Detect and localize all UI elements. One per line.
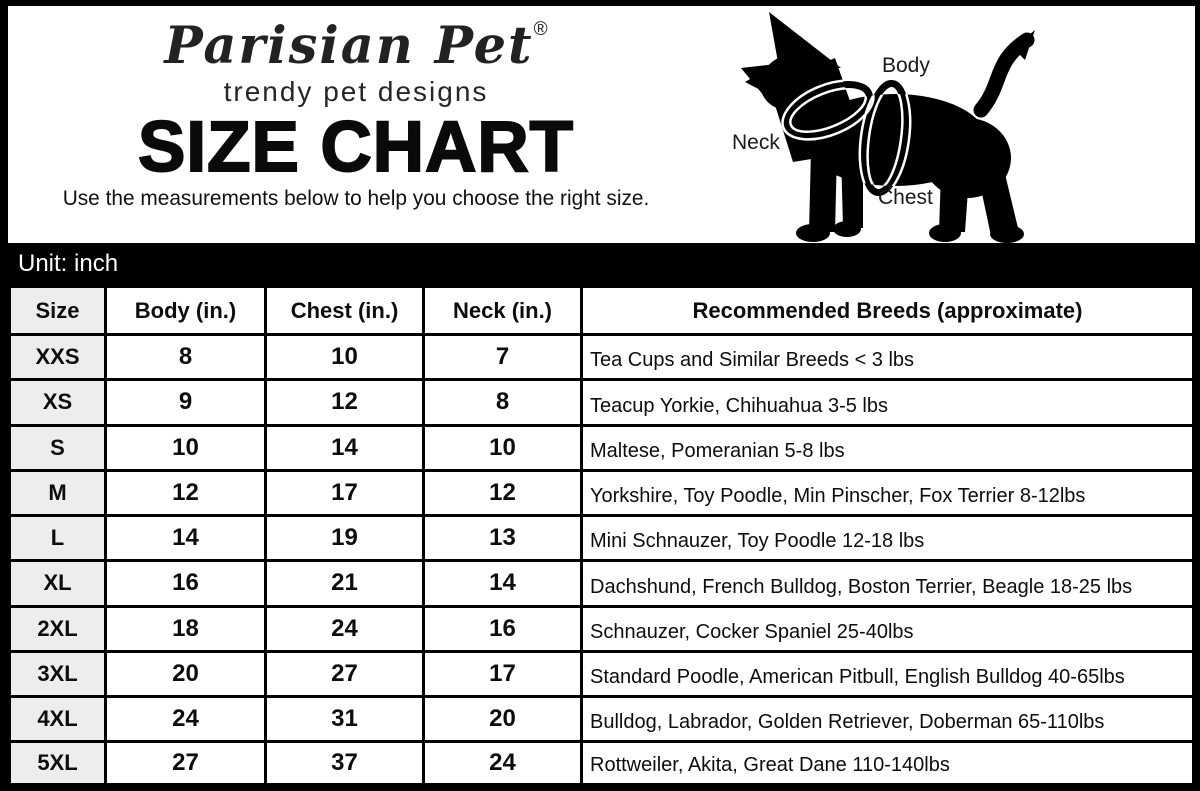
chest-cell: 10 <box>266 335 424 380</box>
table-row <box>10 470 1194 515</box>
breeds-cell: Bulldog, Labrador, Golden Retriever, Doberman 65-110lbs <box>582 697 1194 742</box>
chest-cell: 14 <box>266 425 424 470</box>
body-cell: 20 <box>106 651 266 696</box>
chest-cell: 37 <box>266 742 424 787</box>
table-row <box>10 425 1194 470</box>
chest-cell: 27 <box>266 651 424 696</box>
neck-cell: 12 <box>424 470 582 515</box>
body-cell: 14 <box>106 516 266 561</box>
breeds-cell: Tea Cups and Similar Breeds < 3 lbs <box>582 335 1194 380</box>
body-cell: 9 <box>106 380 266 425</box>
header-row <box>10 287 1194 335</box>
table-row <box>10 606 1194 651</box>
table-row <box>10 335 1194 380</box>
size-table-header <box>10 287 1194 335</box>
size-table-body <box>10 335 1194 788</box>
neck-cell: 13 <box>424 516 582 561</box>
size-table <box>8 285 1195 791</box>
table-row <box>10 697 1194 742</box>
body-cell: 16 <box>106 561 266 606</box>
dog-measurement-diagram <box>730 10 1040 243</box>
breeds-cell: Yorkshire, Toy Poodle, Min Pinscher, Fox Terrier 8-12lbs <box>582 470 1194 515</box>
column-header-breeds: Recommended Breeds (approximate) <box>582 287 1194 335</box>
page-subtitle: Use the measurements below to help you choose the right size. <box>62 186 650 211</box>
size-cell: XL <box>10 561 106 606</box>
size-chart-page <box>8 6 1195 791</box>
size-cell: M <box>10 470 106 515</box>
neck-measurement-label: Neck <box>732 131 780 154</box>
table-row <box>10 561 1194 606</box>
size-cell: 4XL <box>10 697 106 742</box>
chest-cell: 12 <box>266 380 424 425</box>
body-cell: 12 <box>106 470 266 515</box>
brand-name: Parisian Pet <box>164 16 534 76</box>
size-cell: XS <box>10 380 106 425</box>
neck-cell: 14 <box>424 561 582 606</box>
neck-cell: 24 <box>424 742 582 787</box>
size-cell: S <box>10 425 106 470</box>
breeds-cell: Standard Poodle, American Pitbull, English Bulldog 40-65lbs <box>582 651 1194 696</box>
brand-block <box>26 6 686 211</box>
neck-cell: 10 <box>424 425 582 470</box>
neck-cell: 20 <box>424 697 582 742</box>
body-cell: 18 <box>106 606 266 651</box>
unit-bar <box>8 243 1195 285</box>
unit-label: Unit: inch <box>18 250 119 277</box>
size-cell: XXS <box>10 335 106 380</box>
brand-logo <box>26 18 686 74</box>
breeds-cell: Mini Schnauzer, Toy Poodle 12-18 lbs <box>582 516 1194 561</box>
header-section <box>8 6 1195 243</box>
table-row <box>10 516 1194 561</box>
column-header-neck: Neck (in.) <box>424 287 582 335</box>
breeds-cell: Teacup Yorkie, Chihuahua 3-5 lbs <box>582 380 1194 425</box>
chest-cell: 31 <box>266 697 424 742</box>
size-cell: 5XL <box>10 742 106 787</box>
table-row <box>10 380 1194 425</box>
breeds-cell: Schnauzer, Cocker Spaniel 25-40lbs <box>582 606 1194 651</box>
neck-cell: 17 <box>424 651 582 696</box>
table-row <box>10 651 1194 696</box>
body-cell: 10 <box>106 425 266 470</box>
breeds-cell: Rottweiler, Akita, Great Dane 110-140lbs <box>582 742 1194 787</box>
column-header-chest: Chest (in.) <box>266 287 424 335</box>
table-row <box>10 742 1194 787</box>
chest-cell: 19 <box>266 516 424 561</box>
body-cell: 8 <box>106 335 266 380</box>
breeds-cell: Dachshund, French Bulldog, Boston Terrier, Beagle 18-25 lbs <box>582 561 1194 606</box>
chest-cell: 21 <box>266 561 424 606</box>
size-cell: 3XL <box>10 651 106 696</box>
breeds-cell: Maltese, Pomeranian 5-8 lbs <box>582 425 1194 470</box>
column-header-body: Body (in.) <box>106 287 266 335</box>
brand-tagline: trendy pet designs <box>223 76 489 108</box>
chest-measurement-label: Chest <box>878 186 933 209</box>
body-measurement-label: Body <box>882 54 930 77</box>
column-header-size: Size <box>10 287 106 335</box>
neck-cell: 16 <box>424 606 582 651</box>
chest-cell: 24 <box>266 606 424 651</box>
neck-cell: 7 <box>424 335 582 380</box>
body-cell: 27 <box>106 742 266 787</box>
page-title: SIZE CHART <box>138 108 574 188</box>
body-cell: 24 <box>106 697 266 742</box>
chest-cell: 17 <box>266 470 424 515</box>
size-cell: 2XL <box>10 606 106 651</box>
neck-cell: 8 <box>424 380 582 425</box>
registered-trademark: ® <box>533 19 548 40</box>
size-cell: L <box>10 516 106 561</box>
